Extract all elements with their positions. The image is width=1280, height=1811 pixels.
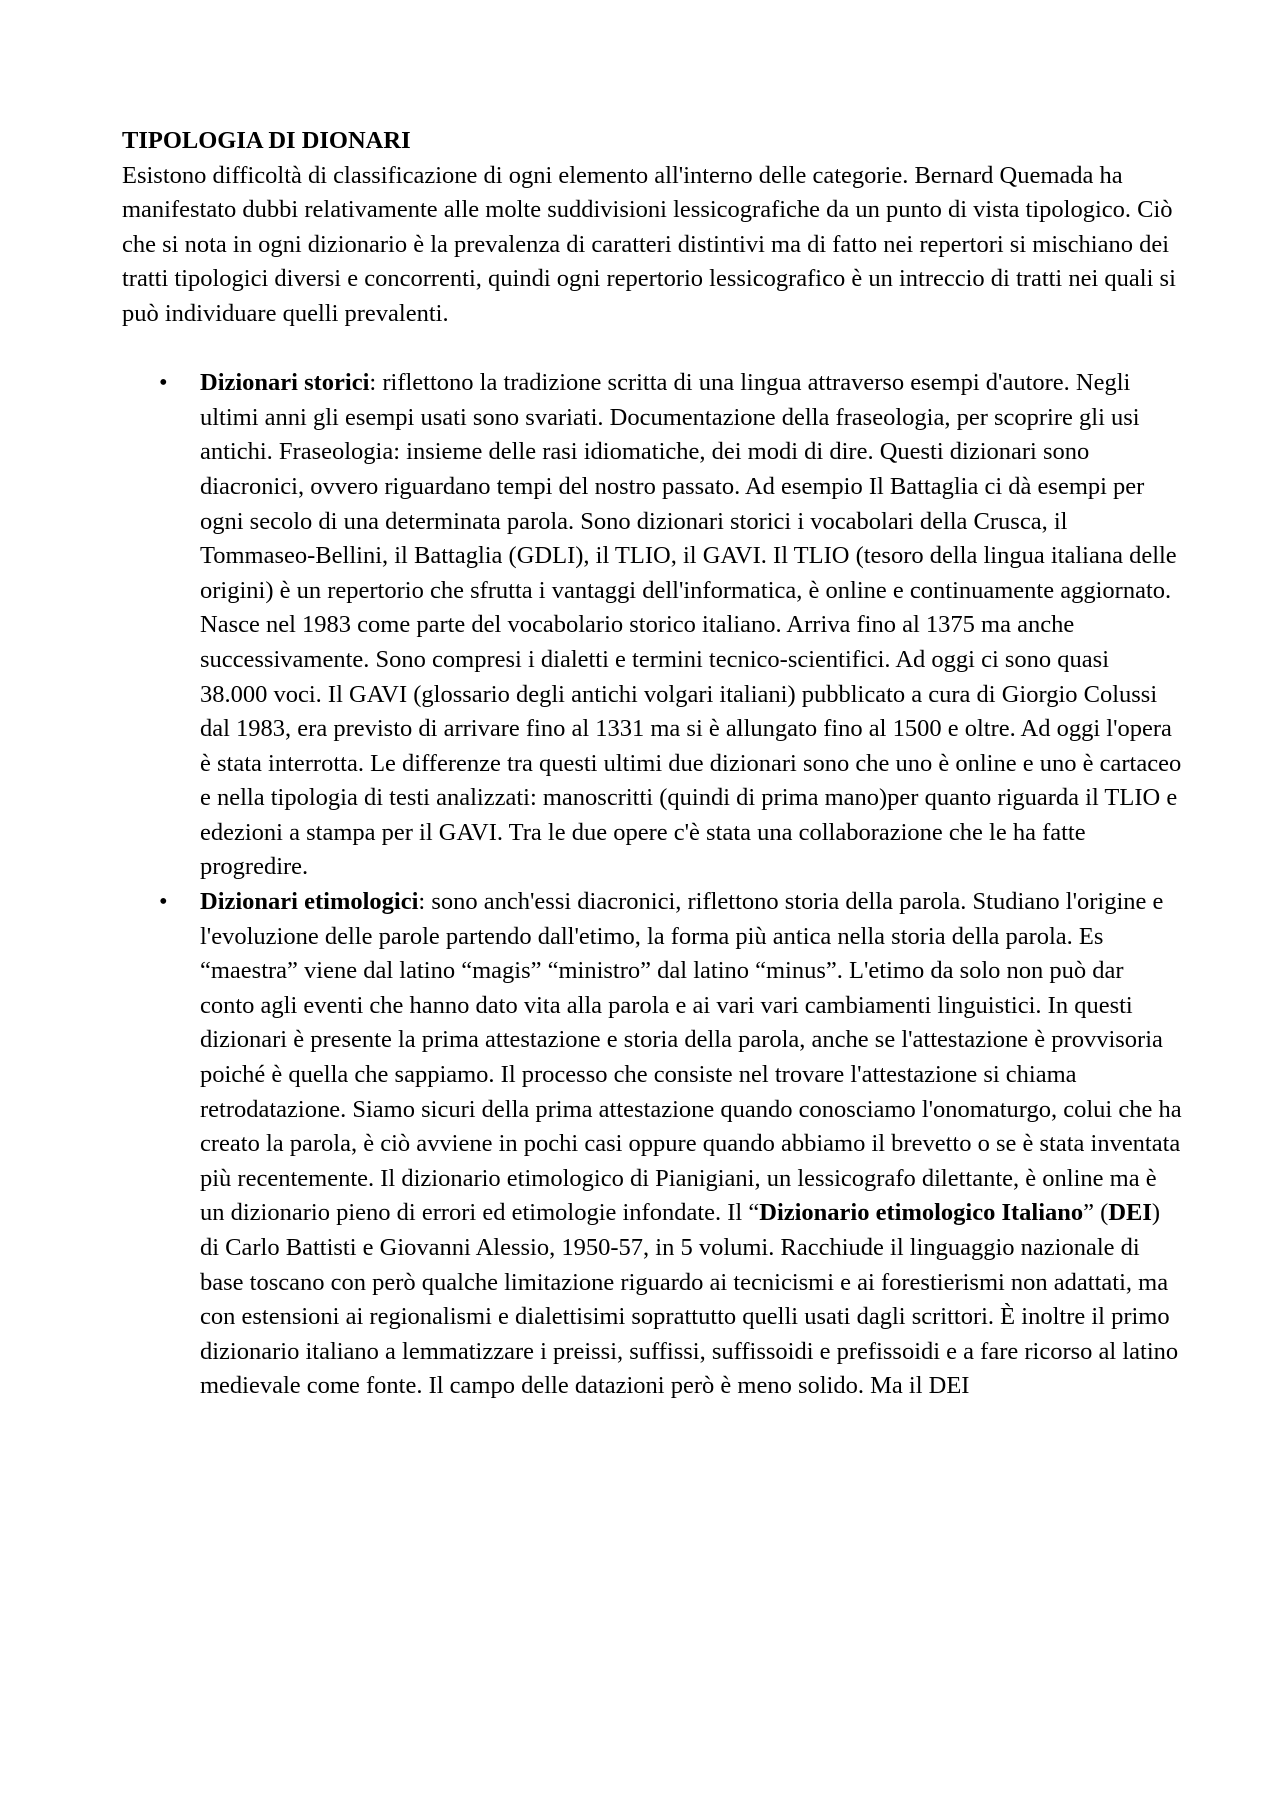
entry-term: Dizionari etimologici — [200, 888, 419, 916]
paragraph-spacer — [122, 332, 1182, 367]
intro-paragraph: Esistono difficoltà di classificazione di ogni elemento all'interno delle categorie. Bernard Quemada ha manifestato dubbi relativamente alle molte suddivisioni lessicografiche da un punto di vista tipologico. Ciò che si nota in ogni dizionario è la prevalenza di caratteri distintivi ma di fatto nei repertori si mischiano dei tratti tipologici diversi e concorrenti, quindi ogni repertorio lessicografico è un intreccio di tratti nei quali si può individuare quelli prevalenti. — [122, 161, 1176, 327]
bullet-icon: • — [159, 888, 168, 916]
entry-text: : sono anch'essi diacronici, riflettono storia della parola. Studiano l'origine e l'evoluzione delle parole partendo dall'etimo, la forma più antica nella storia della parola. Es “maestra” viene dal latino “magis” “ministro” dal latino “minus”. L'etimo da solo non può dar conto agli eventi che hanno dato vita alla parola e ai vari vari cambiamenti linguistici. In questi dizionari è presente la prima attestazione e storia della parola, anche se l'attestazione è provvisoria poiché è quella che sappiamo. Il processo che consiste nel trovare l'attestazione si chiama retrodatazione. Siamo sicuri della prima attestazione quando conosciamo l'onomaturgo, colui che ha creato la parola, è ciò avviene in pochi casi oppure quando abbiamo il brevetto o se è stata inventata più recentemente. Il dizionario etimologico di Pianigiani, un lessicografo dilettante, è online ma è un dizionario pieno di errori ed etimologie infondate. Il “ — [200, 888, 1182, 1227]
document-content — [122, 124, 1182, 1404]
document-title: TIPOLOGIA DI DIONARI — [122, 127, 411, 154]
entry-text: ) di Carlo Battisti e Giovanni Alessio, 1950-57, in 5 volumi. Racchiude il linguaggio nazionale di base toscano con però qualche limitazione riguardo ai tecnicismi e ai forestierismi non adattati, ma con estensioni ai regionalismi e dialettisimi soprattutto quelli usati dagli scrittori. È inoltre il primo dizionario italiano a lemmatizzare i preiss​i, suffissi, suffissoidi e prefissoidi e a fare ricorso al latino medievale come fonte. Il campo delle datazioni però è meno solido. Ma il DEI — [200, 1199, 1179, 1400]
work-title: Dizionario etimologico Italiano — [759, 1199, 1084, 1227]
list-item-dizionari-storici — [122, 366, 1182, 885]
entry-body — [200, 366, 1182, 885]
dictionary-types-list — [122, 366, 1182, 1404]
bullet-icon: • — [159, 369, 168, 397]
entry-text: ” ( — [1083, 1199, 1109, 1227]
list-item-dizionari-etimologici — [122, 885, 1182, 1404]
entry-body — [200, 885, 1182, 1404]
entry-term: Dizionari storici — [200, 369, 370, 397]
entry-text: : riflettono la tradizione scritta di una lingua attraverso esempi d'autore. Negli ultimi anni gli esempi usati sono svariati. Documentazione della fraseologia, per scoprire gli usi antichi. Fraseologia: insieme delle rasi idiomatiche, dei modi di dire. Questi dizionari sono diacronici, ovvero riguardano tempi del nostro passato. Ad esempio Il Battaglia ci dà esempi per ogni secolo di una determinata parola. Sono dizionari storici i vocabolari della Crusca, il Tommaseo-Bellini, il Battaglia (GDLI), il TLIO, il GAVI. Il TLIO (tesoro della lingua italiana delle origini) è un repertorio che sfrutta i vantaggi dell'informatica, è online e continuamente aggiornato. Nasce nel 1983 come parte del vocabolario storico italiano. Arriva fino al 1375 ma anche successivamente. Sono compresi i dialetti e termini tecnico-scientifici. Ad oggi ci sono quasi 38.000 voci. Il GAVI (glossario degli antichi volgari italiani) pubblicato a cura di Giorgio Colussi dal 1983, era previsto di arrivare fino al 1331 ma si è allungato fino al 1500 e oltre. Ad oggi l'opera è stata interrotta. Le differenze tra questi ultimi due dizionari sono che uno è online e uno è cartaceo e nella tipologia di testi analizzati: manoscritti (quindi di prima mano)per quanto riguarda il TLIO e edezioni a stampa per il GAVI. Tra le due opere c'è stata una collaborazione che le ha fatte progredire. — [200, 369, 1182, 881]
work-abbreviation: DEI — [1108, 1199, 1152, 1227]
